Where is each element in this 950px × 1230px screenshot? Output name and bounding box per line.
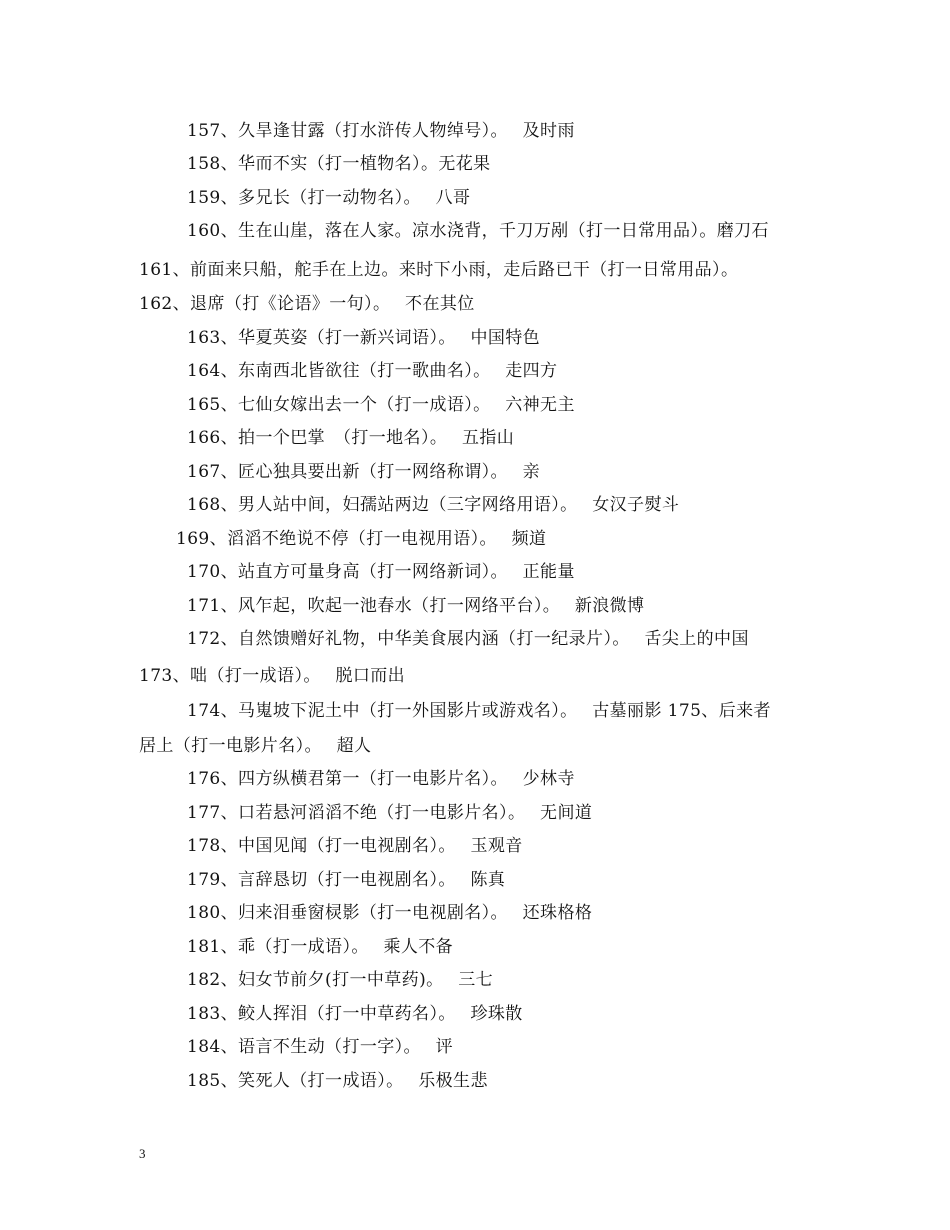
riddle-line-175-cont: 居上（打一电影片名）。 超人 xyxy=(139,736,372,756)
riddle-line-160: 160、生在山崖，落在人家。凉水浇背，千刀万剐（打一日常用品）。磨刀石 xyxy=(187,221,769,241)
riddle-line-167: 167、匠心独具要出新（打一网络称谓）。 亲 xyxy=(187,462,541,482)
riddle-line-162: 162、退席（打《论语》一句）。 不在其位 xyxy=(139,294,475,314)
riddle-line-168: 168、男人站中间，妇孺站两边（三字网络用语）。 女汉子熨斗 xyxy=(187,495,680,515)
riddle-line-184: 184、语言不生动（打一字）。 评 xyxy=(187,1037,454,1057)
riddle-line-182: 182、妇女节前夕(打一中草药)。 三七 xyxy=(187,970,494,990)
riddle-line-172: 172、自然馈赠好礼物，中华美食展内涵（打一纪录片）。 舌尖上的中国 xyxy=(187,629,749,649)
riddle-line-180: 180、归来泪垂窗棂影（打一电视剧名）。 还珠格格 xyxy=(187,903,593,923)
riddle-line-176: 176、四方纵横君第一（打一电影片名）。 少林寺 xyxy=(187,769,575,789)
riddle-line-178: 178、中国见闻（打一电视剧名）。 玉观音 xyxy=(187,836,523,856)
riddle-line-183: 183、鲛人挥泪（打一中草药名）。 珍珠散 xyxy=(187,1004,523,1024)
riddle-line-181: 181、乖（打一成语）。 乘人不备 xyxy=(187,937,454,957)
riddle-line-170: 170、站直方可量身高（打一网络新词）。 正能量 xyxy=(187,562,575,582)
riddle-line-165: 165、七仙女嫁出去一个（打一成语）。 六神无主 xyxy=(187,395,575,415)
riddle-line-177: 177、口若悬河滔滔不绝（打一电影片名）。 无间道 xyxy=(187,803,593,823)
riddle-line-173: 173、咄（打一成语）。 脱口而出 xyxy=(139,666,406,686)
riddle-line-174: 174、马嵬坡下泥土中（打一外国影片或游戏名）。 古墓丽影 175、后来者 xyxy=(187,701,771,721)
riddle-line-179: 179、言辞恳切（打一电视剧名）。 陈真 xyxy=(187,870,506,890)
riddle-line-161: 161、前面来只船，舵手在上边。来时下小雨，走后路已干（打一日常用品）。 xyxy=(139,260,739,280)
page-number: 3 xyxy=(139,1146,146,1161)
riddle-line-158: 158、华而不实（打一植物名）。无花果 xyxy=(187,154,491,174)
riddle-line-157: 157、久旱逢甘露（打水浒传人物绰号）。 及时雨 xyxy=(187,121,575,141)
riddle-line-164: 164、东南西北皆欲往（打一歌曲名）。 走四方 xyxy=(187,361,558,381)
riddle-line-171: 171、风乍起，吹起一池春水（打一网络平台）。 新浪微博 xyxy=(187,596,645,616)
riddle-line-185: 185、笑死人（打一成语）。 乐极生悲 xyxy=(187,1071,488,1091)
riddle-line-166: 166、拍一个巴掌 （打一地名）。 五指山 xyxy=(187,428,515,448)
riddle-line-163: 163、华夏英姿（打一新兴词语）。 中国特色 xyxy=(187,328,541,348)
riddle-line-169: 169、滔滔不绝说不停（打一电视用语）。 频道 xyxy=(176,529,547,549)
riddle-line-159: 159、多兄长（打一动物名）。 八哥 xyxy=(187,188,471,208)
